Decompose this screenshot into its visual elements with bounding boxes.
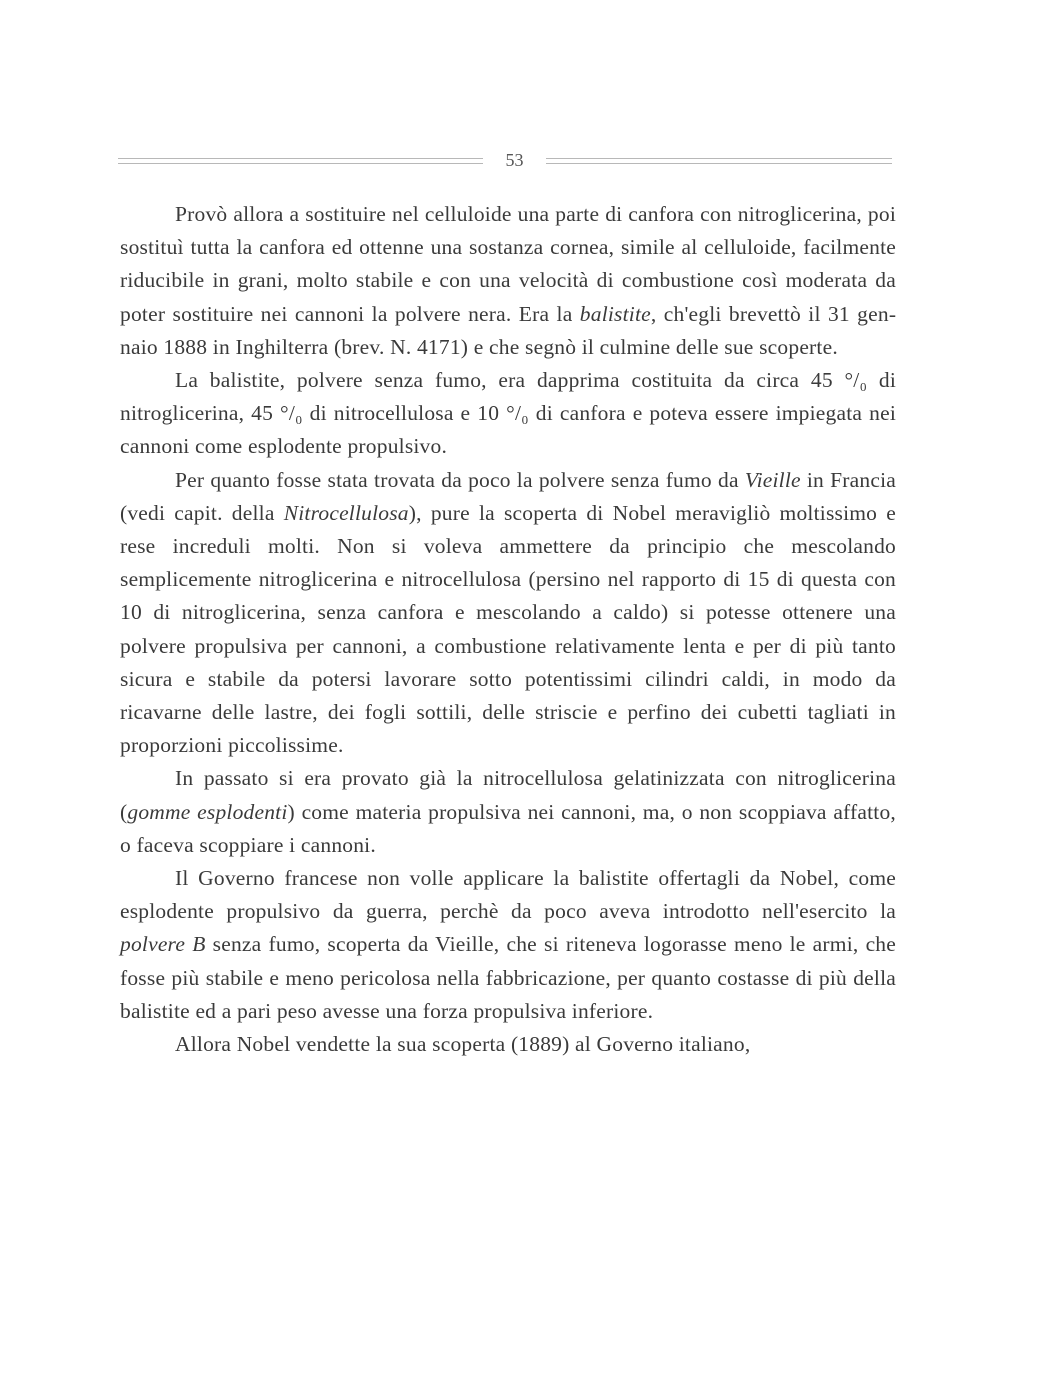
paragraph (120, 862, 896, 1028)
paragraph (120, 464, 896, 763)
text-run: Allora Nobel vendette la sua scoperta (1889) al Governo italiano, (175, 1032, 751, 1057)
text-run: ), pure la scoperta di Nobel meravigliò moltissimo e rese increduli molti. Non si voleva ammettere da principio che mescolando semplicemente nitroglicerina e nitrocellulosa (persino nel rapporto di 15 di questa con 10 di nitroglicerina, senza canfora e mescolando a caldo) si potesse ottenere una polvere propulsiva per cannoni, a combustione relativamente lenta e per di più tanto sicura e stabile da potersi lavorare sotto potentissimi cilindri caldi, in modo da ricavarne delle lastre, dei fogli sottili, delle striscie e perfino dei cubetti tagliati in proporzioni piccolissime. (120, 500, 896, 758)
text-run: ) come materia propulsiva nei cannoni, ma, o non scoppiava affatto, o faceva scoppiare i cannoni. (120, 799, 897, 857)
italic-run: gomme esplodenti (127, 799, 288, 824)
header-rule-left (118, 158, 483, 164)
text-run: , ch'egli brevettò il 31 gennaio 1888 in Inghilterra (brev. N. 4171) e che segnò il culmine delle sue scoperte. (120, 301, 897, 359)
body-text (120, 198, 896, 1061)
page-header (118, 150, 892, 180)
paragraph (120, 762, 896, 862)
text-run: Provò allora a sostituire nel celluloide una parte di canfora con nitroglicerina, poi sostituì tutta la canfora ed ottenne una sostanza cornea, simile al celluloide, facilmente riducibile in grani, molto stabile e con una velocità di combustione così moderata da poter sostituire nei cannoni la polvere nera. Era la (120, 202, 896, 326)
header-rule-right (546, 158, 892, 164)
text-run: in Francia (vedi capit. della (120, 467, 896, 525)
paragraph (120, 198, 896, 364)
italic-run: Nitrocellulosa (283, 500, 409, 525)
paragraph (120, 1028, 896, 1061)
italic-run: Vieille (744, 467, 801, 492)
paragraph (120, 364, 896, 464)
italic-run: balistite (579, 301, 651, 326)
page-number: 53 (505, 150, 524, 170)
italic-run: polvere B (120, 932, 206, 957)
text-run: senza fumo, scoperta da Vieille, che si riteneva logorasse meno le armi, che fosse più stabile e meno pericolosa nella fabbricazione, per quanto costasse di più della balistite ed a pari peso avesse una forza propulsiva inferiore. (120, 932, 897, 1023)
text-run: Per quanto fosse stata trovata da poco la polvere senza fumo da (175, 467, 745, 492)
text-run: La balistite, polvere senza fumo, era dapprima costituita da circa 45 °/₀ di nitroglicerina, 45 °/₀ di nitrocellulosa e 10 °/₀ di canfora e poteva essere impiegata nei cannoni come esplodente propulsivo. (120, 368, 896, 459)
text-run: In passato si era provato già la nitrocellulosa gelatinizzata con nitroglicerina ( (120, 766, 896, 824)
text-run: Il Governo francese non volle applicare la balistite offertagli da Nobel, come esplodente propulsivo da guerra, perchè da poco aveva introdotto nell'esercito la (120, 866, 896, 924)
